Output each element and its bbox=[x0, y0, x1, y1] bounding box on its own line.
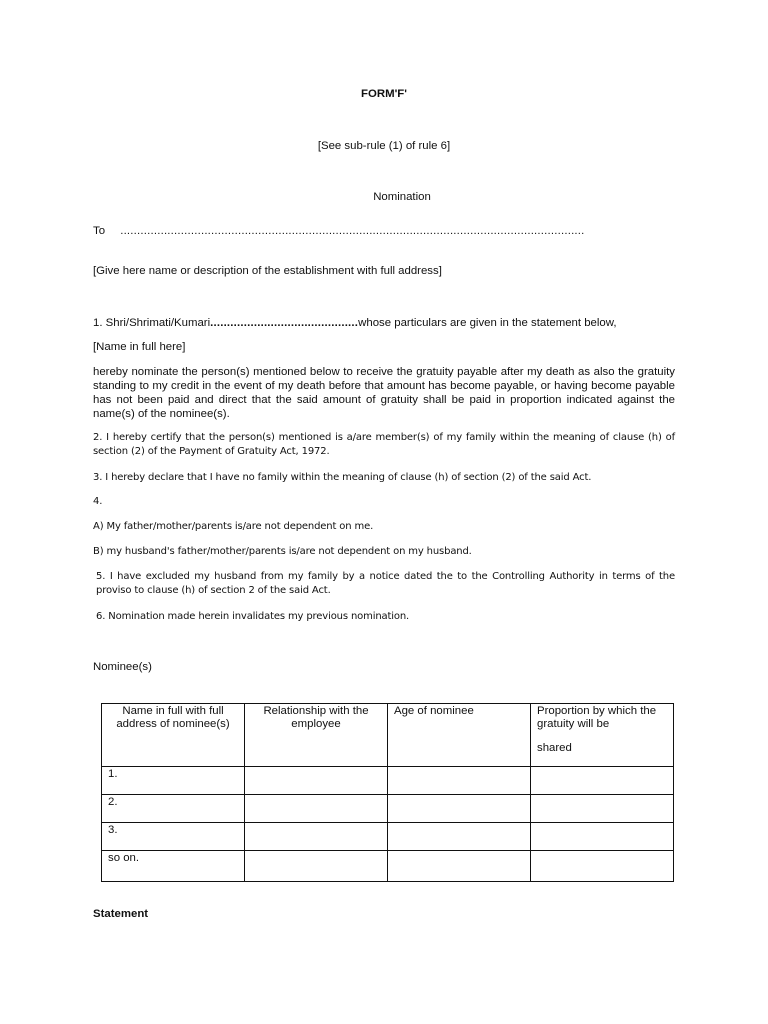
proportion-cell bbox=[531, 795, 674, 823]
proportion-cell bbox=[531, 851, 674, 882]
age-cell bbox=[388, 767, 531, 795]
nominate-paragraph: hereby nominate the person(s) mentioned below to receive the gratuity payable after my death as also the gratuity standing to my credit in the event of my death before that amount has become payable, or having become payable has not been paid and direct that the said amount of gratuity shall be paid in proportion indicated against the name(s) of the nominee(s). bbox=[93, 366, 675, 420]
age-cell bbox=[388, 851, 531, 882]
to-label: To bbox=[93, 225, 106, 237]
row-number: 1. bbox=[102, 767, 245, 795]
item1-line bbox=[93, 317, 617, 329]
age-cell bbox=[388, 823, 531, 851]
name-note: [Name in full here] bbox=[93, 341, 186, 353]
header-age: Age of nominee bbox=[388, 704, 531, 767]
form-title: FORM'F' bbox=[361, 88, 407, 100]
header-proportion bbox=[531, 704, 674, 767]
to-line bbox=[93, 225, 585, 237]
proportion-cell bbox=[531, 767, 674, 795]
establishment-note: [Give here name or description of the establishment with full address] bbox=[93, 265, 442, 277]
item4a-paragraph: A) My father/mother/parents is/are not dependent on me. bbox=[93, 521, 374, 532]
item6-paragraph: 6. Nomination made herein invalidates my previous nomination. bbox=[96, 611, 410, 622]
proportion-cell bbox=[531, 823, 674, 851]
relationship-cell bbox=[245, 767, 388, 795]
table-row bbox=[102, 767, 674, 795]
table-row bbox=[102, 795, 674, 823]
nominees-label: Nominee(s) bbox=[93, 661, 152, 673]
row-number: so on. bbox=[102, 851, 245, 882]
header-name-address: Name in full with full address of nominee(s) bbox=[102, 704, 245, 767]
row-number: 3. bbox=[102, 823, 245, 851]
relationship-cell bbox=[245, 795, 388, 823]
item2-paragraph: 2. I hereby certify that the person(s) mentioned is a/are member(s) of my family within the meaning of clause (h) of section (2) of the Payment of Gratuity Act, 1972. bbox=[93, 432, 675, 457]
table-header-row bbox=[102, 704, 674, 767]
form-heading: Nomination bbox=[373, 191, 431, 203]
header-proportion-shared: shared bbox=[537, 742, 572, 754]
item1-suffix: whose particulars are given in the statement below, bbox=[358, 317, 617, 329]
table-row bbox=[102, 823, 674, 851]
relationship-cell bbox=[245, 823, 388, 851]
item4b-paragraph: B) my husband's father/mother/parents is/are not dependent on my husband. bbox=[93, 546, 472, 557]
item1-dots: ............................................ bbox=[210, 317, 359, 329]
row-number: 2. bbox=[102, 795, 245, 823]
nominee-table bbox=[101, 703, 674, 882]
item4-paragraph: 4. bbox=[93, 496, 103, 507]
age-cell bbox=[388, 795, 531, 823]
form-subtitle: [See sub-rule (1) of rule 6] bbox=[317, 140, 451, 152]
item5-paragraph: 5. I have excluded my husband from my family by a notice dated the to the Controlling Authority in terms of the proviso to clause (h) of section 2 of the said Act. bbox=[96, 571, 675, 596]
statement-label: Statement bbox=[93, 908, 149, 920]
item3-paragraph: 3. I hereby declare that I have no family within the meaning of clause (h) of section (2) of the said Act. bbox=[93, 472, 592, 483]
header-proportion-text: Proportion by which the gratuity will be bbox=[537, 705, 657, 730]
relationship-cell bbox=[245, 851, 388, 882]
table-row bbox=[102, 851, 674, 882]
header-relationship: Relationship with the employee bbox=[245, 704, 388, 767]
item1-prefix: 1. Shri/Shrimati/Kumari bbox=[93, 317, 211, 329]
to-dots: .......................................................................................................................................... bbox=[120, 225, 585, 237]
